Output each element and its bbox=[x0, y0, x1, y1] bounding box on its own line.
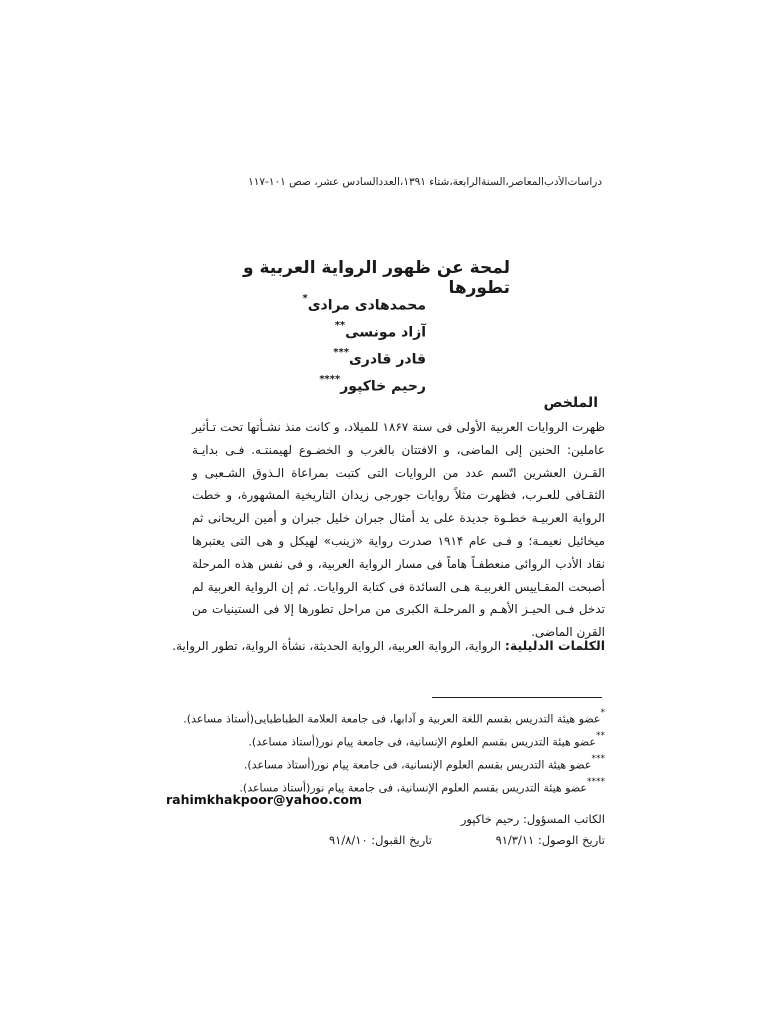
footnote-marker: *** bbox=[333, 347, 349, 358]
keywords-label: الکلمات الدلیلیة: bbox=[504, 638, 605, 653]
keywords-line bbox=[172, 638, 605, 653]
footnote-mark: * bbox=[600, 708, 605, 718]
footnote-mark: ** bbox=[596, 731, 605, 741]
footnote-1 bbox=[183, 705, 605, 728]
author-3 bbox=[166, 342, 426, 369]
author-name: آزاد مونسی bbox=[345, 324, 426, 341]
corresponding-author: الکاتب المسؤول: رحیم خاکپور bbox=[460, 812, 605, 826]
footnote-mark: *** bbox=[591, 754, 605, 764]
footnote-mark: **** bbox=[587, 777, 605, 787]
journal-citation: دراسات‌الأدب‌المعاصر،السنة‌الرابعة،شتاء ۱۳۹۱،العددالسادس عشر، صص ۱۰۱-۱۱۷ bbox=[248, 176, 602, 188]
article-dates bbox=[166, 833, 605, 853]
article-title: لمحة عن ظهور الرواية العربية و تطورها bbox=[243, 258, 510, 298]
footnote-marker: **** bbox=[319, 374, 341, 385]
abstract-text: ظهرت الروایات العربیة الأولی فی سنة ۱۸۶۷ للمیلاد، و کانت منذ نشـأتها تحت تـأثیر عاملین: الحنین إلی الماضی، و الافتتان بالغرب و الخضـوع لهیمنتـه. فـی بدایـة القـرن العشرین اتّسم عدد من الروایات التی کتبت بمراعاة الـذوق الشـعبی و الثقـافی للعـرب، فظهرت مثلاً روایات جورجی زیدان التاریخیة المشهورة، و خطت الروایة العربیـة خطـوة جدیدة علی ید أمثال جبران خلیل جبران و أمین الریحانی ثم میخائیل نعیمـة؛ و فـی عام ۱۹۱۴ صدرت روایة «زینب» لهیکل و هی التی یعتبرها نقاد الأدب الروائی منعطفـاً هاماً فی مسار الروایة العربیة، و فی نفس هذه المرحلة أصبحت المقـاییس الغربیـة هـی السائدة فی کتابة الروایات. ثم إن الروایة العربیة لم تدخل فـی الحیـز الأهـم و المرحلـة الکبری من مراحل تطورها إلا فی الستینیات من القرن الماضی. bbox=[192, 420, 605, 640]
author-list bbox=[166, 288, 426, 396]
footnote-text: عضو هیئة التدریس بقسم العلوم الإنسانیة، فی جامعة پیام نور(أستاذ مساعد). bbox=[239, 781, 587, 795]
accepted-date: تاریخ القبول: ۹۱/۸/۱۰ bbox=[329, 833, 432, 847]
footnote-marker: ** bbox=[334, 320, 346, 331]
received-date: تاریخ الوصول: ۹۱/۳/۱۱ bbox=[495, 833, 605, 847]
footnote-text: عضو هیئة التدریس بقسم العلوم الإنسانیة، فی جامعة پیام نور(أستاذ مساعد). bbox=[248, 735, 596, 749]
footnote-divider bbox=[432, 697, 602, 698]
author-1 bbox=[166, 288, 426, 315]
author-name: رحیم خاکپور bbox=[340, 378, 426, 395]
footnote-text: عضو هیئة التدریس بقسم العلوم الإنسانیة، فی جامعة پیام نور(أستاذ مساعد). bbox=[243, 758, 592, 772]
abstract-heading: الملخص bbox=[543, 395, 598, 411]
keywords-list: الروایة، الروایة العربیة، الروایة الحدیثة، نشأة الروایة، تطور الروایة. bbox=[172, 639, 502, 653]
author-2 bbox=[166, 315, 426, 342]
author-name: قادر قادری bbox=[348, 351, 426, 368]
footnotes bbox=[183, 705, 605, 797]
author-email: rahimkhakpoor@yahoo.com bbox=[166, 792, 362, 807]
author-4 bbox=[166, 369, 426, 396]
footnote-marker: * bbox=[302, 293, 308, 304]
author-name: محمدهادی مرادی bbox=[307, 297, 426, 314]
footnote-3 bbox=[200, 751, 605, 774]
footnote-text: عضو هیئة التدریس بقسم اللغة العربیة و آدابها، فی جامعة العلامة الطباطبایی(أستاذ مساعد). bbox=[183, 712, 601, 726]
abstract-body bbox=[192, 416, 605, 644]
footnote-2 bbox=[200, 728, 605, 751]
